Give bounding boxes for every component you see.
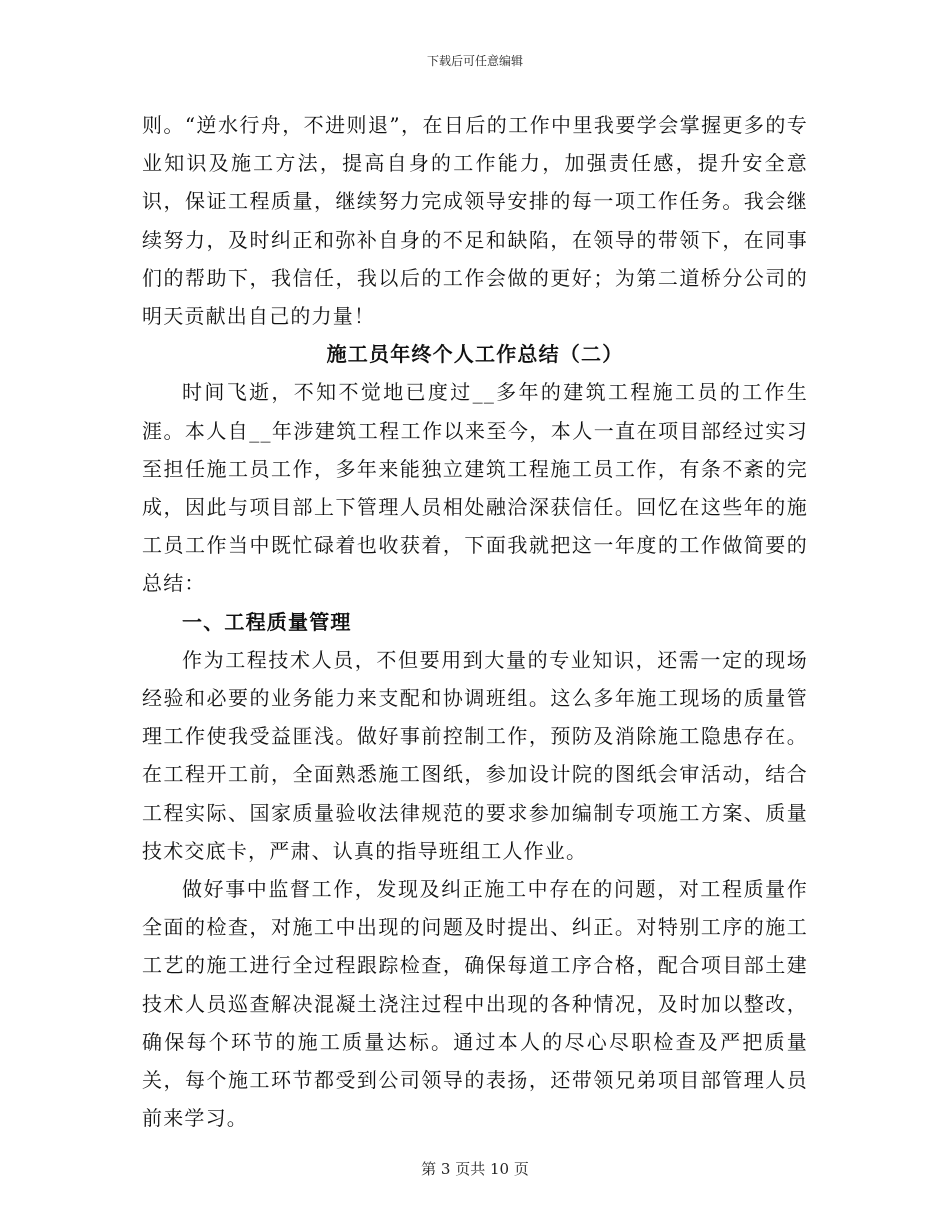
continuation-paragraph: 则。“逆水行舟，不进则退”，在日后的工作中里我要学会掌握更多的专业知识及施工方法，提高自身的工作能力，加强责任感，提升安全意识，保证工程质量，继续努力完成领导安排的每一项工作任务。我会继续努力，及时纠正和弥补自身的不足和缺陷，在领导的带领下，在同事们的帮助下，我信任，我以后的工作会做的更好；为第二道桥分公司的明天贡献出自己的力量！ xyxy=(142,113,808,329)
quality-paragraph-1: 作为工程技术人员，不但要用到大量的专业知识，还需一定的现场经验和必要的业务能力来支配和协调班组。这么多年施工现场的质量管理工作使我受益匪浅。做好事前控制工作，预防及消除施工隐患存在。在工程开工前，全面熟悉施工图纸，参加设计院的图纸会审活动，结合工程实际、国家质量验收法律规范的要求参加编制专项施工方案、质量技术交底卡，严肃、认真的指导班组工人作业。 xyxy=(142,647,808,863)
section-title: 施工员年终个人工作总结（二） xyxy=(326,342,624,367)
page-number: 第 3 页共 10 页 xyxy=(421,1160,529,1178)
page-header: 下载后可任意编辑 xyxy=(426,54,523,68)
section-heading-quality: 一、工程质量管理 xyxy=(182,609,352,634)
quality-paragraph-2: 做好事中监督工作，发现及纠正施工中存在的问题，对工程质量作全面的检查，对施工中出现的问题及时提出、纠正。对特别工序的施工工艺的施工进行全过程跟踪检查，确保每道工序合格，配合项目部土建技术人员巡查解决混凝土浇注过程中出现的各种情况，及时加以整改，确保每个环节的施工质量达标。通过本人的尽心尽职检查及严把质量关，每个施工环节都受到公司领导的表扬，还带领兄弟项目部管理人员前来学习。 xyxy=(142,877,808,1131)
intro-paragraph: 时间飞逝，不知不觉地已度过__多年的建筑工程施工员的工作生涯。本人自__年涉建筑工程工作以来至今，本人一直在项目部经过实习至担任施工员工作，多年来能独立建筑工程施工员工作，有条不紊的完成，因此与项目部上下管理人员相处融洽深获信任。回忆在这些年的施工员工作当中既忙碌着也收获着，下面我就把这一年度的工作做简要的总结： xyxy=(142,380,808,596)
document-body xyxy=(142,106,808,1137)
